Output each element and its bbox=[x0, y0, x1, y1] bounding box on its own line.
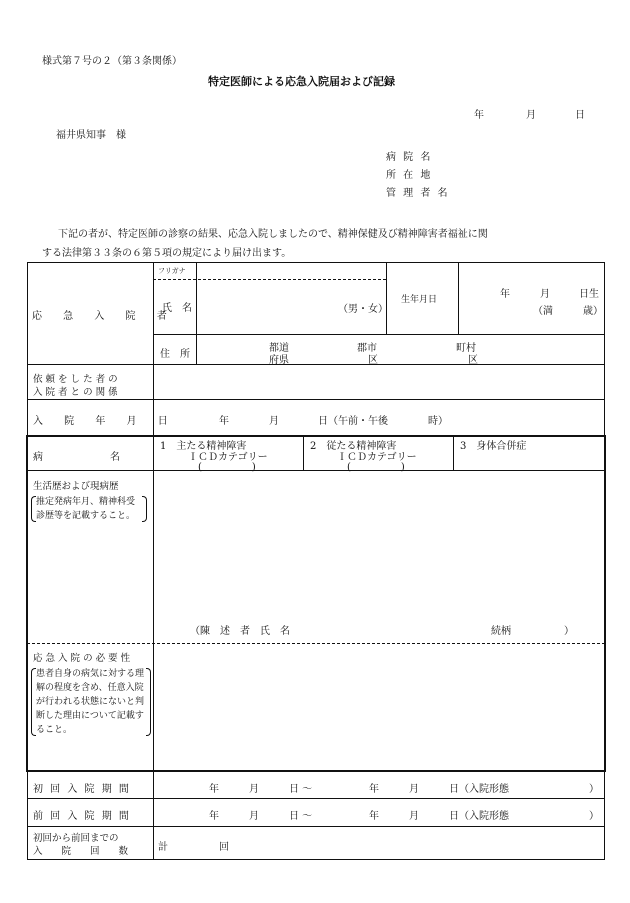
main-icd-label: ＩＣＤカテゴリー bbox=[188, 452, 268, 463]
physical-complication-title: 3 身体合併症 bbox=[460, 441, 527, 452]
age-text: （満 歳） bbox=[533, 306, 603, 317]
prev-end-year: 年 bbox=[369, 811, 379, 822]
town-top: 町村 bbox=[456, 343, 476, 354]
address-top-line bbox=[153, 334, 605, 335]
prev-form-label: （入院形態 bbox=[459, 811, 509, 822]
first-start-month: 月 bbox=[249, 784, 259, 795]
patient-section-label: 応 急 入 院 者 bbox=[32, 311, 176, 322]
date-day: 日 bbox=[575, 110, 585, 121]
city-bottom: 区 bbox=[368, 355, 378, 366]
first-end-day: 日 bbox=[449, 784, 459, 795]
admission-day-time: 日（午前・午後 時） bbox=[318, 416, 448, 427]
diagnosis-label: 病 名 bbox=[33, 452, 121, 463]
town-bottom: 区 bbox=[468, 355, 478, 366]
admission-label: 入 院 年 月 日 bbox=[33, 416, 177, 427]
patient-subcol-divider bbox=[196, 262, 197, 364]
necessity-note: 患者自身の病気に対する理解の程度を含め、任意入院が行われる状態にないと判断した理由について記載すること。 bbox=[31, 667, 151, 737]
main-disorder-title: 1 主たる精神障害 bbox=[160, 441, 247, 452]
first-form-label: （入院形態 bbox=[459, 784, 509, 795]
main-icd-paren: ( ) bbox=[198, 462, 256, 473]
date-year: 年 bbox=[474, 110, 484, 121]
prev-start-year: 年 bbox=[209, 811, 219, 822]
birth-left-divider bbox=[386, 262, 387, 334]
admission-count-total: 計 bbox=[158, 842, 168, 853]
statement-label: （陳 述 者 氏 名 bbox=[190, 626, 290, 637]
first-start-day: 日 〜 bbox=[289, 784, 313, 795]
statement-relation: 続柄 bbox=[491, 626, 511, 637]
diagnosis-divider-2 bbox=[453, 436, 454, 470]
first-start-year: 年 bbox=[209, 784, 219, 795]
furigana-divider bbox=[153, 279, 386, 280]
pref-bottom: 府県 bbox=[269, 355, 289, 366]
diagnosis-divider-1 bbox=[303, 436, 304, 470]
first-end-month: 月 bbox=[409, 784, 419, 795]
history-bottom-line bbox=[27, 643, 605, 644]
previous-period-label: 前 回 入 院 期 間 bbox=[33, 811, 131, 822]
history-label: 生活歴および現病歴 bbox=[33, 481, 119, 492]
admission-month: 月 bbox=[269, 416, 279, 427]
intro-line-1: 下記の者が、特定医師の診察の結果、応急入院しましたので、精神保健及び精神障害者福祉に関 bbox=[58, 229, 488, 240]
pref-top: 都道 bbox=[269, 343, 289, 354]
middle-label-divider bbox=[153, 436, 154, 771]
hospital-manager-label: 管 理 者 名 bbox=[386, 188, 450, 199]
furigana-label: フリガナ bbox=[158, 267, 186, 275]
history-note: 推定発病年月、精神科受診歴等を記載すること。 bbox=[31, 495, 147, 523]
previous-period-bottom-line bbox=[27, 826, 605, 827]
birth-month: 月 bbox=[540, 289, 550, 300]
label-column-divider-bottom bbox=[153, 771, 154, 860]
date-month: 月 bbox=[526, 110, 536, 121]
birth-right-divider bbox=[458, 262, 459, 334]
hospital-address-label: 所 在 地 bbox=[386, 170, 433, 181]
admission-count-label-1: 初回から前回までの bbox=[33, 833, 119, 844]
label-column-divider bbox=[153, 262, 154, 436]
relation-bottom-line bbox=[27, 399, 605, 400]
sex-text: （男・女） bbox=[338, 304, 388, 315]
address-label: 住 所 bbox=[160, 349, 190, 360]
document-title: 特定医師による応急入院届および記録 bbox=[208, 75, 395, 88]
relation-label-1: 依 頼 を し た 者 の bbox=[33, 374, 118, 385]
statement-close: ） bbox=[564, 626, 574, 637]
first-period-bottom-line bbox=[27, 798, 605, 799]
prev-end-day: 日 bbox=[449, 811, 459, 822]
sub-icd-paren: ( ) bbox=[347, 462, 405, 473]
prev-end-month: 月 bbox=[409, 811, 419, 822]
admission-count-label-2: 入 院 回 数 bbox=[33, 846, 129, 857]
admission-year: 年 bbox=[219, 416, 229, 427]
addressee: 福井県知事 様 bbox=[56, 130, 126, 141]
necessity-label: 応 急 入 院 の 必 要 性 bbox=[33, 653, 131, 664]
prev-start-day: 日 〜 bbox=[289, 811, 313, 822]
birth-label: 生年月日 bbox=[401, 295, 438, 305]
first-end-year: 年 bbox=[369, 784, 379, 795]
sub-icd-label: ＩＣＤカテゴリー bbox=[337, 452, 417, 463]
prev-start-month: 月 bbox=[249, 811, 259, 822]
birth-year: 年 bbox=[500, 289, 510, 300]
city-top: 郡市 bbox=[357, 343, 377, 354]
name-label: 氏 名 bbox=[162, 303, 192, 314]
form-number: 様式第７号の２（第３条関係） bbox=[42, 56, 182, 67]
first-form-close: ） bbox=[589, 784, 599, 795]
birth-day: 日生 bbox=[579, 289, 599, 300]
intro-line-2: する法律第３３条の６第５項の規定により届け出ます。 bbox=[42, 248, 292, 259]
prev-form-close: ） bbox=[589, 811, 599, 822]
admission-count-times: 回 bbox=[219, 842, 229, 853]
sub-disorder-title: 2 従たる精神障害 bbox=[310, 441, 397, 452]
diagnosis-bottom-line bbox=[27, 470, 605, 471]
first-period-label: 初 回 入 院 期 間 bbox=[33, 784, 131, 795]
hospital-name-label: 病 院 名 bbox=[386, 152, 433, 163]
patient-bottom-line bbox=[27, 364, 605, 365]
relation-label-2: 入 院 者 と の 関 係 bbox=[33, 387, 118, 398]
